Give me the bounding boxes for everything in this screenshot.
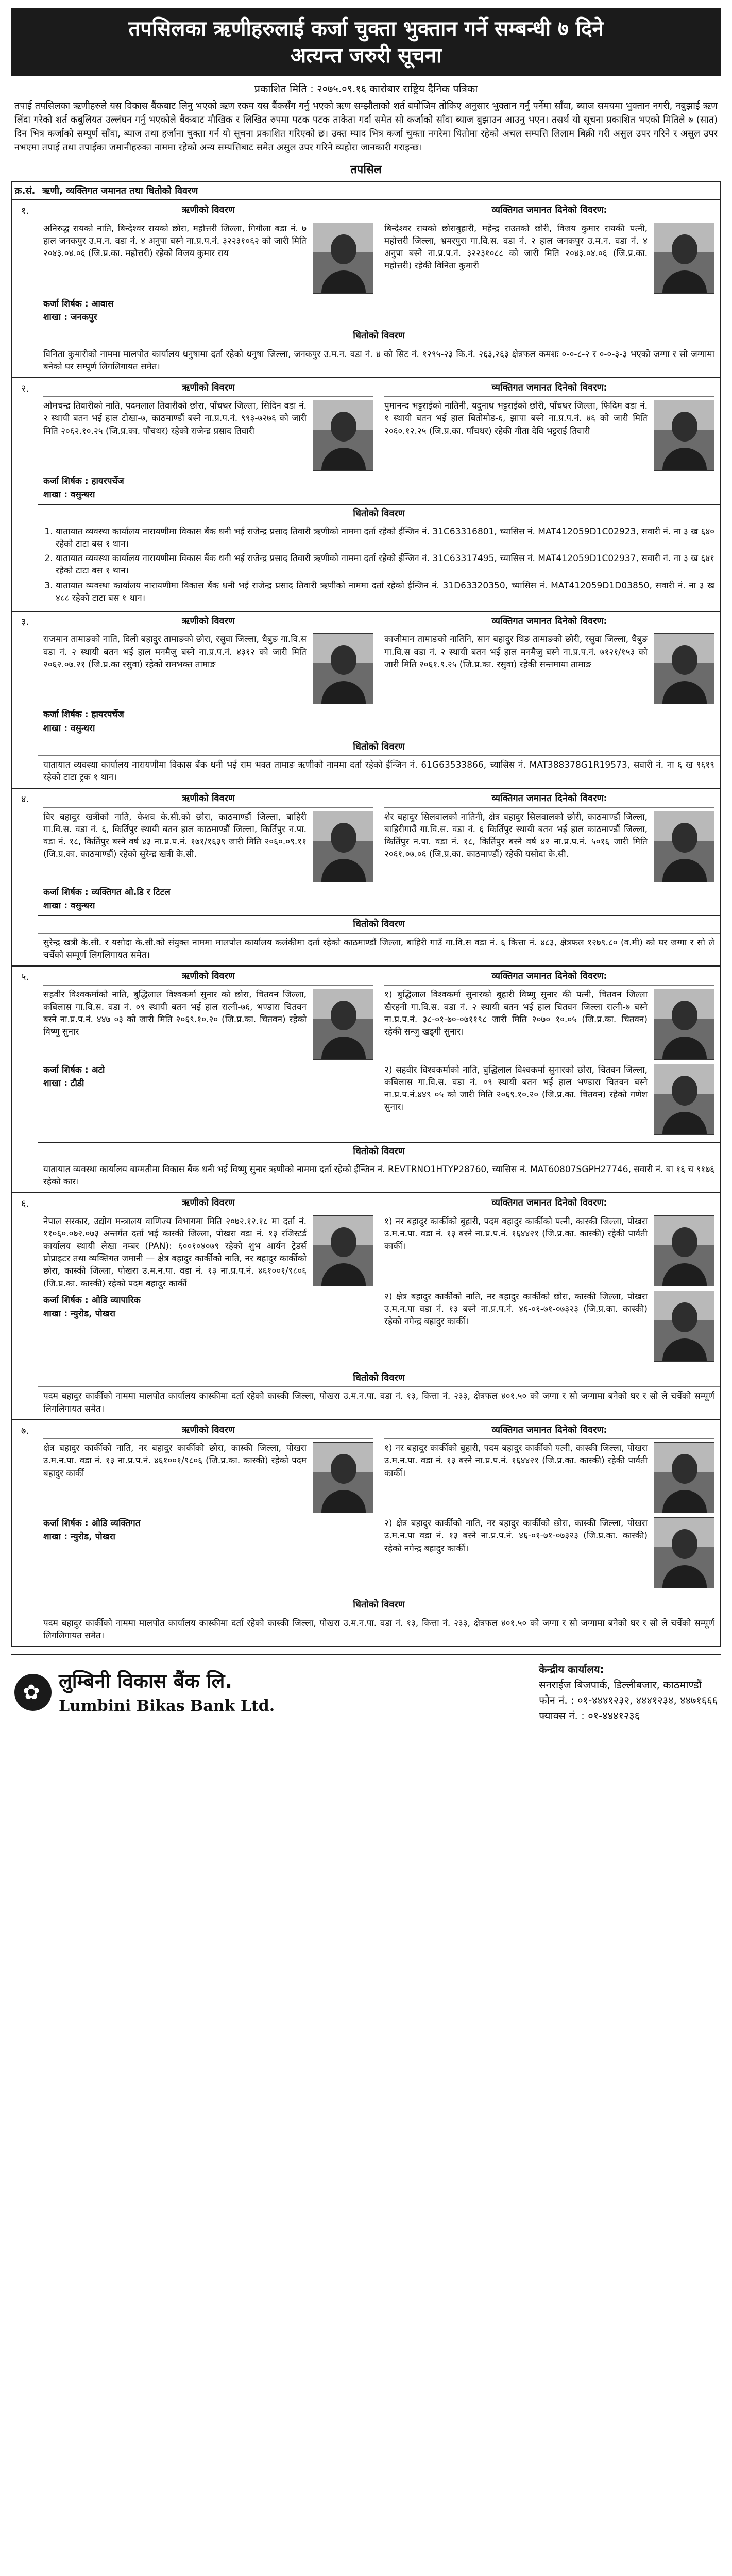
guarantor-heading: व्यक्तिगत जमानत दिनेको विवरण: [384, 204, 714, 219]
guarantor-photo [654, 1215, 714, 1286]
footer [11, 1654, 721, 1723]
loan-type-value: हायरपर्चेज [91, 709, 124, 720]
guarantor-column [379, 1420, 720, 1596]
guarantor-detail [384, 1517, 714, 1588]
guarantor-heading: व्यक्तिगत जमानत दिनेको विवरण: [384, 1423, 714, 1439]
guarantor-detail [384, 811, 714, 882]
borrower-text: क्षेत्र बहादुर कार्कीको नाति, नर बहादुर कार्कीको छोरा, कास्की जिल्ला, पोखरा उ.म.न.पा. वडा नं. १३ ना.प्र.प.नं. ४६१००१/९८०६ (जि.प्र.का. कास्की) रहेको पदम बहादुर कार्की [43, 1443, 307, 1479]
loan-type-value: ओडि व्यापारिक [91, 1295, 141, 1306]
guarantor-photo [654, 1442, 714, 1513]
loan-type [43, 708, 373, 721]
loan-type-value: आवास [91, 298, 114, 309]
branch-value: वसुन्धरा [70, 723, 95, 734]
borrower-column [38, 1420, 379, 1596]
published-date: प्रकाशित मिति : २०७५.०९.१६ कारोबार राष्ट्रिय दैनिक पत्रिका [254, 82, 478, 95]
borrower-photo [313, 1442, 373, 1513]
branch [43, 488, 373, 501]
loan-type-value: हायरपर्चेज [91, 476, 124, 487]
collateral-section [38, 738, 720, 788]
entry-sn: ३. [12, 612, 38, 788]
bank-name-en: Lumbini Bikas Bank Ltd. [59, 1697, 275, 1715]
guarantor-text: पुमानन्द भट्टराईको नातिनी, यदुनाथ भट्टराईको छोरी, पाँचथर जिल्ला, फिदिम वडा नं. १ स्थायी बतन भई हाल बितोमोड-६, झापा बस्ने ना.प्र.प.नं. ४६ को जारी मिति २०६०.१२.२५ (जि.प्र.का. पाँचथर) रहेकी गीता देवि भट्टराई तिवारी [384, 401, 648, 436]
guarantor-detail [384, 633, 714, 704]
borrower-detail [43, 223, 373, 294]
borrower-heading: ऋणीको विवरण [43, 970, 373, 986]
entry-parties [38, 967, 720, 1143]
guarantor-heading: व्यक्तिगत जमानत दिनेको विवरण: [384, 381, 714, 397]
collateral-text [38, 522, 720, 611]
entry-row [12, 612, 720, 789]
guarantor-heading: व्यक्तिगत जमानत दिनेको विवरण: [384, 1196, 714, 1212]
collateral-heading: धितोको विवरण [38, 738, 720, 756]
branch-label: शाखा : [43, 901, 67, 911]
collateral-text: सुरेन्द्र खत्री के.सी. र यसोदा के.सी.को संयुक्त नाममा मालपोत कार्यालय कलंकीमा दर्ता रहेको काठमाण्डौं जिल्ला, बाहिरी गाउँ गा.वि.स वडा नं. ६ कित्ता नं. ४८३, क्षेत्रफल १२७९.८० (व.मी) को घर जग्गा र सो ले चर्चेको सम्पूर्ण लिगलिगायत समेत। [43, 937, 714, 960]
loan-type [43, 475, 373, 487]
collateral-text: यातायात व्यवस्था कार्यालय बाग्मतीमा विकास बैंक धनी भई विष्णु सुनार ऋणीको नाममा दर्ता रहेको ईन्जिन नं. REVTRNO1HTYP28760, च्यासिस नं. MAT60807SGPH27746, सवारी नं. बा १६ च ९१७६ रहेको कार। [43, 1164, 714, 1188]
loan-type-value: अटो [91, 1064, 105, 1075]
borrower-detail [43, 1215, 373, 1290]
branch [43, 900, 373, 912]
entry-row [12, 1420, 720, 1646]
borrower-detail [43, 989, 373, 1060]
branch-value: वसुन्धरा [70, 901, 95, 911]
branch-label: शाखा : [43, 1308, 67, 1319]
guarantor-text: २) क्षेत्र बहादुर कार्कीको नाति, नर बहादुर कार्कीको छोरा, कास्की जिल्ला, पोखरा उ.म.न.पा वडा नं. १३ बस्ने ना.प्र.प.नं. ४६-०१-७१-०७३२३ (जि.प्र.का. कास्की) रहेको नगेन्द्र बहादुर कार्की। [384, 1291, 648, 1327]
guarantor-heading: व्यक्तिगत जमानत दिनेको विवरण: [384, 792, 714, 808]
bank-name-np: लुम्बिनी विकास बैंक लि. [59, 1669, 232, 1692]
collateral-text: पदम बहादुर कार्कीको नाममा मालपोत कार्यालय कास्कीमा दर्ता रहेको कास्की जिल्ला, पोखरा उ.म.न.पा. वडा नं. १३, कित्ता नं. २३३, क्षेत्रफल ४०१.५० को जग्गा र सो जग्गामा बनेको घर र सो ले चर्चेको सम्पूर्ण लिगलिगायत समेत। [43, 1618, 714, 1641]
borrower-text: विर बहादुर खत्रीको नाति, केशव के.सी.को छोरा, काठमाण्डौं जिल्ला, बाहिरी गा.वि.स. वडा नं. ६, किर्तिपुर स्थायी बतन हाल काठमाण्डौं जिल्ला, किर्तिपुर न.पा. वडा नं. १८, किर्तिपुर बस्ने वर्ष ४३ ना.प्र.प.नं. १७१/१६३९ जारी मिति २०६०.०९.११ (जि.प्र.का. काठमाण्डौं) रहेको सुरेन्द्र खत्री के.सी. [43, 812, 307, 860]
guarantor-text: २) सहवीर विश्वकर्माको नाति, बुद्धिलाल विश्वकर्मा सुनारको छोरा, चितवन जिल्ला, कबिलास गा.वि.स. वडा नं. ०९ स्थायी बतन भई हाल भण्डारा चितवन बस्ने ना.प्र.प.नं.४४९ ०५ को जारी मिति २०६९.१०.२० (जि.प्र.का. चितवन) रहेको गणेश सुनार। [384, 1064, 648, 1112]
loan-type [43, 1294, 373, 1307]
entry-parties [38, 1193, 720, 1369]
guarantor-photo [654, 633, 714, 704]
loan-type-value: ओडि व्यक्तिगत [91, 1518, 141, 1529]
guarantor-detail [384, 1215, 714, 1286]
entry-row [12, 1193, 720, 1420]
branch-value: वसुन्धरा [70, 489, 95, 500]
collateral-list [43, 526, 714, 604]
collateral-item: 1. यातायात व्यवस्था कार्यालय नारायणीमा विकास बैंक धनी भई राजेन्द्र प्रसाद तिवारी ऋणीको नाममा दर्ता रहेको ईन्जिन नं. 31C63316801, च्यासिस नं. MAT412059D1C02923, सवारी नं. ना ३ ख ६४० रहेको टाटा बस १ थान। [56, 526, 714, 550]
bank-logo-icon [14, 1674, 52, 1711]
borrower-photo [313, 400, 373, 471]
borrower-text: ओमचन्द्र तिवारीको नाति, पदमलाल तिवारीको छोरा, पाँचथर जिल्ला, सिदिन वडा नं. २ स्थायी बतन भई हाल टोखा-७, काठमाण्डौं बस्ने ना.प्र.प.नं. ९९३-७२७६ को जारी मिति २०६२.१०.२५ (जि.प्र.का. पाँचथर) रहेको राजेन्द्र प्रसाद तिवारी [43, 401, 307, 436]
collateral-item: 2. यातायात व्यवस्था कार्यालय नारायणीमा विकास बैंक धनी भई राजेन्द्र प्रसाद तिवारी ऋणीको नाममा दर्ता रहेको ईन्जिन नं. 31C63317495, च्यासिस नं. MAT412059D1C02937, सवारी नं. ना ३ ख ६४१ रहेको टाटा बस १ थान। [56, 552, 714, 577]
borrower-heading: ऋणीको विवरण [43, 1196, 373, 1212]
branch-label: शाखा : [43, 1078, 67, 1089]
borrower-ledger [11, 181, 721, 1647]
collateral-section [38, 1143, 720, 1193]
borrower-column [38, 378, 379, 504]
loan-type [43, 886, 373, 899]
collateral-item: 3. यातायात व्यवस्था कार्यालय नारायणीमा विकास बैंक धनी भई राजेन्द्र प्रसाद तिवारी ऋणीको नाममा दर्ता रहेको ईन्जिन नं. 31D63320350, च्यासिस नं. MAT412059D1D03850, सवारी नं. ना ३ ख ४८८ रहेको टाटा बस १ थान। [56, 580, 714, 604]
entry-parties [38, 612, 720, 738]
entry-parties [38, 789, 720, 916]
loan-type-label: कर्जा शिर्षक : [43, 1064, 89, 1075]
loan-type-label: कर्जा शिर्षक : [43, 887, 89, 897]
entries-container [12, 200, 720, 1646]
borrower-column [38, 612, 379, 738]
notice-title-line2: अत्यन्त जरुरी सूचना [290, 44, 442, 67]
entry-body [38, 378, 720, 611]
entry-row [12, 200, 720, 378]
collateral-section [38, 505, 720, 611]
office-phone: फोन नं. : ०१-४४४१२३२, ४४४१२३४, ४४७१६६६ [539, 1694, 718, 1707]
guarantor-column [379, 967, 720, 1142]
guarantor-photo [654, 223, 714, 294]
branch-value: जनकपुर [70, 312, 97, 323]
branch [43, 311, 373, 324]
borrower-photo [313, 1215, 373, 1286]
guarantor-text: २) क्षेत्र बहादुर कार्कीको नाति, नर बहादुर कार्कीको छोरा, कास्की जिल्ला, पोखरा उ.म.न.पा वडा नं. १३ बस्ने ना.प्र.प.नं. ४६-०१-७१-०७३२३ (जि.प्र.का. कास्की) रहेको नगेन्द्र बहादुर कार्की। [384, 1518, 648, 1554]
borrower-text: अनिरुद्ध रायको नाति, बिन्देश्वर रायको छोरा, महोत्तरी जिल्ला, गिगौला बडा नं. ७ हाल जनकपुर उ.म.न. वडा नं. ४ अनुपा बस्ने ना.प्र.प.नं. ३२२३१०६२ को जारी मिति २०४३.०४.०६ (जि.प्र.का. महोत्तरी) रहेको विजय कुमार राय [43, 223, 307, 259]
branch-value: न्युरोड, पोखरा [70, 1308, 115, 1319]
borrower-detail [43, 1442, 373, 1513]
borrower-heading: ऋणीको विवरण [43, 204, 373, 219]
entry-row [12, 789, 720, 967]
borrower-column [38, 200, 379, 327]
branch-label: शाखा : [43, 489, 67, 500]
borrower-heading: ऋणीको विवरण [43, 381, 373, 397]
guarantor-text: १) बुद्धिलाल विश्वकर्मा सुनारको बुहारी विष्णु सुनार की पत्नी, चितवन जिल्ला खैरहनी गा.वि.स. वडा नं. २ स्थायी बतन भई हाल चितवन जिल्ला रात्नी-७ बस्ने ना.प्र.प.नं. ३८-०१-७०-०७११९८ जारी मिति २०७० १०.०५ (जि.प्र.का. चितवन) रहेकी सन्जु खड्गी सुनार। [384, 989, 648, 1037]
borrower-heading: ऋणीको विवरण [43, 615, 373, 631]
guarantor-photo [654, 989, 714, 1060]
collateral-heading: धितोको विवरण [38, 1143, 720, 1161]
guarantor-text: काजीमान तामाङको नातिनि, सान बहादुर थिङ तामाङको छोरी, रसुवा जिल्ला, धैबुङ गा.वि.स वडा नं. २ स्थायी बतन भई हाल मनमैजु बस्ने ना.प्र.प.नं. ७१२१/१५३ को जारी मिति २०६१.९.२५ (जि.प्र.का. रसुवा) रहेकी सन्तमाया तामाङ [384, 634, 648, 670]
branch-label: शाखा : [43, 312, 67, 323]
entry-body [38, 200, 720, 377]
loan-type-label: कर्जा शिर्षक : [43, 1295, 89, 1306]
borrower-detail [43, 811, 373, 882]
guarantor-text: बिन्देश्वर रायको छोराबुहारी, महेन्द्र राउतको छोरी, विजय कुमार रायकी पत्नी, महोत्तरी जिल्ला, भ्रमरपुरा गा.वि.स. वडा नं. २ हाल जनकपुर उ.म.न. वडा नं. ४ अनुपा बस्ने ना.प्र.प.नं. ३२२३१०८८ को जारी मिति २०४३.०४.०६ (जि.प्र.का. महोत्तरी) रहेकी विनिता कुमारी [384, 223, 648, 272]
office-info [539, 1662, 718, 1723]
entry-row [12, 967, 720, 1193]
office-address: सनराईज बिजपार्क, डिल्लीबजार, काठमाण्डौं [539, 1679, 702, 1691]
guarantor-photo [654, 1064, 714, 1135]
branch [43, 1077, 373, 1090]
loan-type [43, 298, 373, 310]
borrower-text: नेपाल सरकार, उद्योग मन्त्रालय वाणिज्य विभागमा मिति २०७२.१२.१८ मा दर्ता नं. ११०६०.०७२.०७३ अन्तर्गत दर्ता भई कास्की जिल्ला, पोखरा वडा नं. १३ रजिस्टर्ड कार्यालय स्थायी लेखा नम्बर (PAN): ६००१०४०७९ रहेको शुभ आर्यन ट्रेडर्स प्रोप्राइटर तथा व्यक्तिगत जमानी — क्षेत्र बहादुर कार्कीको नाति, नर बहादुर कार्कीको छोरा, कास्की जिल्ला, पोखरा उ.म.न.पा. वडा नं. १३ ना.प्र.प.नं. ४६१००१/९८०६ (जि.प्र.का. कास्की) रहेको पदम बहादुर कार्की [43, 1216, 307, 1289]
guarantor-heading: व्यक्तिगत जमानत दिनेको विवरण: [384, 970, 714, 986]
entry-body [38, 1193, 720, 1419]
sn-header: क्र.सं. [12, 182, 38, 200]
office-fax: फ्याक्स नं. : ०१-४४४१२३६ [539, 1709, 640, 1722]
ledger-header-label: ऋणी, व्यक्तिगत जमानत तथा धितोको विवरण [42, 185, 198, 196]
collateral-heading: धितोको विवरण [38, 327, 720, 345]
guarantor-column [379, 1193, 720, 1369]
notice-title-banner [11, 8, 721, 76]
entry-parties [38, 1420, 720, 1597]
collateral-section [38, 327, 720, 377]
borrower-text: सहवीर विश्वकर्माको नाति, बुद्धिलाल विश्वकर्मा सुनार को छोरा, चितवन जिल्ला, कबिलास गा.वि.स. वडा नं. ०९ स्थायी बतन भई हाल रात्नी-७६, भण्डारा चितवन बस्ने ना.प्र.प.नं. ४४७ ०३ को जारी मिति २०६९.१०.२० (जि.प्र.का. चितवन) रहेको विष्णु सुनार [43, 989, 307, 1037]
entry-body [38, 612, 720, 788]
guarantor-detail [384, 1291, 714, 1362]
entry-parties [38, 378, 720, 505]
ledger-header [12, 182, 720, 201]
notice-title-line1: तपसिलका ऋणीहरुलाई कर्जा चुक्ता भुक्तान गर्ने सम्बन्धी ७ दिने [128, 17, 604, 41]
branch-value: न्युरोड, पोखरा [70, 1532, 115, 1543]
guarantor-photo [654, 1291, 714, 1362]
guarantor-detail [384, 1064, 714, 1135]
guarantor-detail [384, 400, 714, 471]
borrower-heading: ऋणीको विवरण [43, 792, 373, 808]
borrower-column [38, 967, 379, 1142]
borrower-detail [43, 400, 373, 471]
guarantor-photo [654, 811, 714, 882]
entry-sn: ६. [12, 1193, 38, 1419]
collateral-section [38, 916, 720, 965]
loan-type [43, 1517, 373, 1530]
entry-parties [38, 200, 720, 327]
entry-sn: ७. [12, 1420, 38, 1646]
list-title: तपसिल [350, 163, 382, 177]
loan-type-label: कर्जा शिर्षक : [43, 298, 89, 309]
office-label: केन्द्रीय कार्यालय: [539, 1663, 604, 1676]
guarantor-column [379, 200, 720, 327]
borrower-photo [313, 811, 373, 882]
entry-body [38, 1420, 720, 1646]
guarantor-detail [384, 989, 714, 1060]
entry-row [12, 378, 720, 612]
loan-type-label: कर्जा शिर्षक : [43, 709, 89, 720]
borrower-photo [313, 223, 373, 294]
borrower-detail [43, 633, 373, 704]
loan-type-label: कर्जा शिर्षक : [43, 1518, 89, 1529]
borrower-column [38, 789, 379, 915]
loan-type-value: व्यक्तिगत ओ.डि र टिटल [91, 887, 171, 897]
guarantor-column [379, 612, 720, 738]
branch-label: शाखा : [43, 723, 67, 734]
borrower-photo [313, 989, 373, 1060]
collateral-text: विनिता कुमारीको नाममा मालपोत कार्यालय धनुषामा दर्ता रहेको धनुषा जिल्ला, जनकपुर उ.म.न. वडा नं. ४ को सिट नं. १२९५-२३ कि.नं. २६३,२६३ क्षेत्रफल कमशः ०-०-८-२ र ०-०-३-३ भएको जग्गा र सो जग्गामा बनेको घर सम्पूर्ण लिगलिगायत समेत। [43, 349, 714, 372]
collateral-heading: धितोको विवरण [38, 505, 720, 523]
collateral-heading: धितोको विवरण [38, 916, 720, 934]
guarantor-heading: व्यक्तिगत जमानत दिनेको विवरण: [384, 615, 714, 631]
collateral-heading: धितोको विवरण [38, 1369, 720, 1387]
collateral-text: यातायात व्यवस्था कार्यालय नारायणीमा विकास बैंक धनी भई राम भक्त तामाङ ऋणीको नाममा दर्ता रहेको ईन्जिन नं. 61G63533866, च्यासिस नं. MAT388378G1R19573, सवारी नं. ना ६ ख ९६१९ रहेको टाटा ट्रक १ थान। [43, 760, 714, 783]
guarantor-photo [654, 400, 714, 471]
guarantor-detail [384, 1442, 714, 1513]
collateral-text: पदम बहादुर कार्कीको नाममा मालपोत कार्यालय कास्कीमा दर्ता रहेको कास्की जिल्ला, पोखरा उ.म.न.पा. वडा नं. १३, कित्ता नं. २३३, क्षेत्रफल ४०१.५० को जग्गा र सो जग्गामा बनेको घर र सो ले चर्चेको सम्पूर्ण लिगलिगायत समेत। [43, 1391, 714, 1414]
guarantor-detail [384, 223, 714, 294]
branch [43, 722, 373, 735]
borrower-text: राजमान तामाङको नाति, दिली बहादुर तामाङको छोरा, रसुवा जिल्ला, धैबुङ गा.वि.स वडा नं. २ स्थायी बतन भई हाल मनमैजु बस्ने ना.प्र.प.नं. ४३१२ को जारी मिति २०६२.०७.२१ (जि.प्र.का रसुवा) रहेको रामभक्त तामाङ [43, 634, 307, 670]
guarantor-column [379, 378, 720, 504]
branch-label: शाखा : [43, 1532, 67, 1543]
notice-intro: तपाई तपसिलका ऋणीहरुले यस विकास बैंकबाट लिनु भएको ऋण रकम यस बैंकसँग गर्नु भएको ऋण सम्झौताको शर्त बमोजिम तोकिए अनुसार भुक्तान गर्नु पर्नेमा साँवा, ब्याज समयमा भुक्तान नगरी, नबुझाई ऋण लिंदा गरेको शर्त कबुलियत उल्लंघन गर्नु भएकोले बैंकबाट मौखिक र लिखित रुपमा पटक पटक ताकेता गर्दा समेत सो कर्जाको साँवा ब्याज बुझाउन आउनु भएन। तसर्थ यो सूचना प्रकाशित भएको मितिले ७ (सात) दिन भित्र कर्जाको सम्पूर्ण साँवा, ब्याज तथा हर्जाना चुक्ता गर्न यो सूचना प्रकाशित गरिएको छ। उक्त म्याद भित्र कर्जा चुक्ता नगरेमा धितोमा रहेको अचल सम्पत्ति लिलाम बिक्री गरी असुल उपर गरिने र असुल उपर नभएमा तपाई तथा तपाईका जमानीहरुका नाममा रहेको अन्य सम्पत्तिबाट समेत असुल उपर गरिने व्यहोरा जानकारी गराइन्छ। [14, 100, 718, 154]
entry-sn: ४. [12, 789, 38, 965]
branch [43, 1531, 373, 1543]
entry-sn: २. [12, 378, 38, 611]
collateral-section [38, 1369, 720, 1419]
branch-value: टौडी [70, 1078, 84, 1089]
loan-type [43, 1064, 373, 1076]
collateral-heading: धितोको विवरण [38, 1596, 720, 1614]
entry-body [38, 789, 720, 965]
bank-logo [14, 1668, 275, 1718]
borrower-heading: ऋणीको विवरण [43, 1423, 373, 1439]
collateral-section [38, 1596, 720, 1646]
entry-body [38, 967, 720, 1192]
guarantor-photo [654, 1517, 714, 1588]
borrower-photo [313, 633, 373, 704]
entry-sn: ५. [12, 967, 38, 1192]
guarantor-column [379, 789, 720, 915]
borrower-column [38, 1193, 379, 1369]
guarantor-text: शेर बहादुर सिलवालको नातिनी, क्षेत्र बहादुर सिलवालको छोरी, काठमाण्डौं जिल्ला, बाहिरीगाउँ गा.वि.स. वडा नं. ६ किर्तिपुर स्थायी बतन भई हाल काठमाण्डौं जिल्ला, किर्तिपुर न.पा. वडा नं. १८, किर्तिपुर बस्ने वर्ष ४२ ना.प्र.प.नं. ५०१६ जारी मिति २०६१.०७.०६ (जि.प्र.का. काठमाण्डौं) रहेकी यसोदा के.सी. [384, 812, 648, 860]
loan-type-label: कर्जा शिर्षक : [43, 476, 89, 487]
branch [43, 1308, 373, 1320]
guarantor-text: १) नर बहादुर कार्कीको बुहारी, पदम बहादुर कार्कीको पत्नी, कास्की जिल्ला, पोखरा उ.म.न.पा. वडा नं. १३ बस्ने ना.प्र.प.नं. १६४४२१ (जि.प्र.का. कास्की) रहेकी पार्वती कार्की। [384, 1216, 648, 1252]
guarantor-text: १) नर बहादुर कार्कीको बुहारी, पदम बहादुर कार्कीको पत्नी, कास्की जिल्ला, पोखरा उ.म.न.पा. वडा नं. १३ बस्ने ना.प्र.प.नं. १६४४२१ (जि.प्र.का. कास्की) रहेकी पार्वती कार्की। [384, 1443, 648, 1479]
entry-sn: १. [12, 200, 38, 377]
